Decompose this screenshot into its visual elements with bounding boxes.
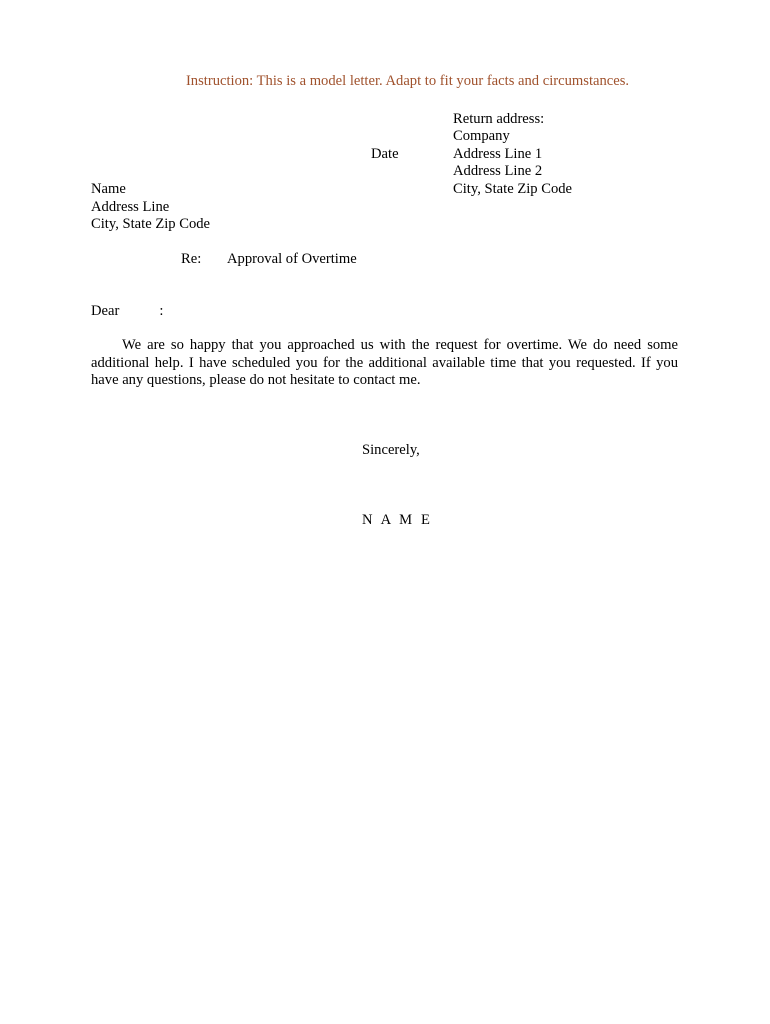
return-address-city-state-zip: City, State Zip Code	[453, 180, 573, 197]
letter-body: We are so happy that you approached us with the request for overtime. We do need some additional help. I have scheduled you for the additional available time that you requested. If you have any questions, please do not hesitate to contact me.	[91, 337, 678, 388]
salutation-word: Dear	[91, 303, 120, 319]
recipient-address-block	[91, 181, 210, 234]
recipient-city-state-zip: City, State Zip Code	[91, 216, 211, 232]
return-address-heading: Return address:	[453, 111, 545, 127]
return-address-block	[453, 111, 572, 198]
recipient-name: Name	[91, 181, 126, 197]
signature-name: N A M E	[362, 512, 433, 528]
closing: Sincerely,	[362, 442, 420, 458]
instruction-note: Instruction: This is a model letter. Adapt to fit your facts and circumstances.	[185, 73, 630, 89]
recipient-address-line: Address Line	[91, 198, 170, 215]
return-address-line-2: Address Line 2	[453, 163, 543, 180]
re-label: Re:	[181, 251, 202, 267]
date-label: Date	[371, 146, 399, 162]
re-subject: Approval of Overtime	[227, 251, 357, 267]
return-address-company: Company	[453, 128, 510, 145]
salutation-colon: :	[159, 303, 164, 319]
return-address-line-1: Address Line 1	[453, 145, 543, 162]
salutation	[91, 303, 163, 321]
